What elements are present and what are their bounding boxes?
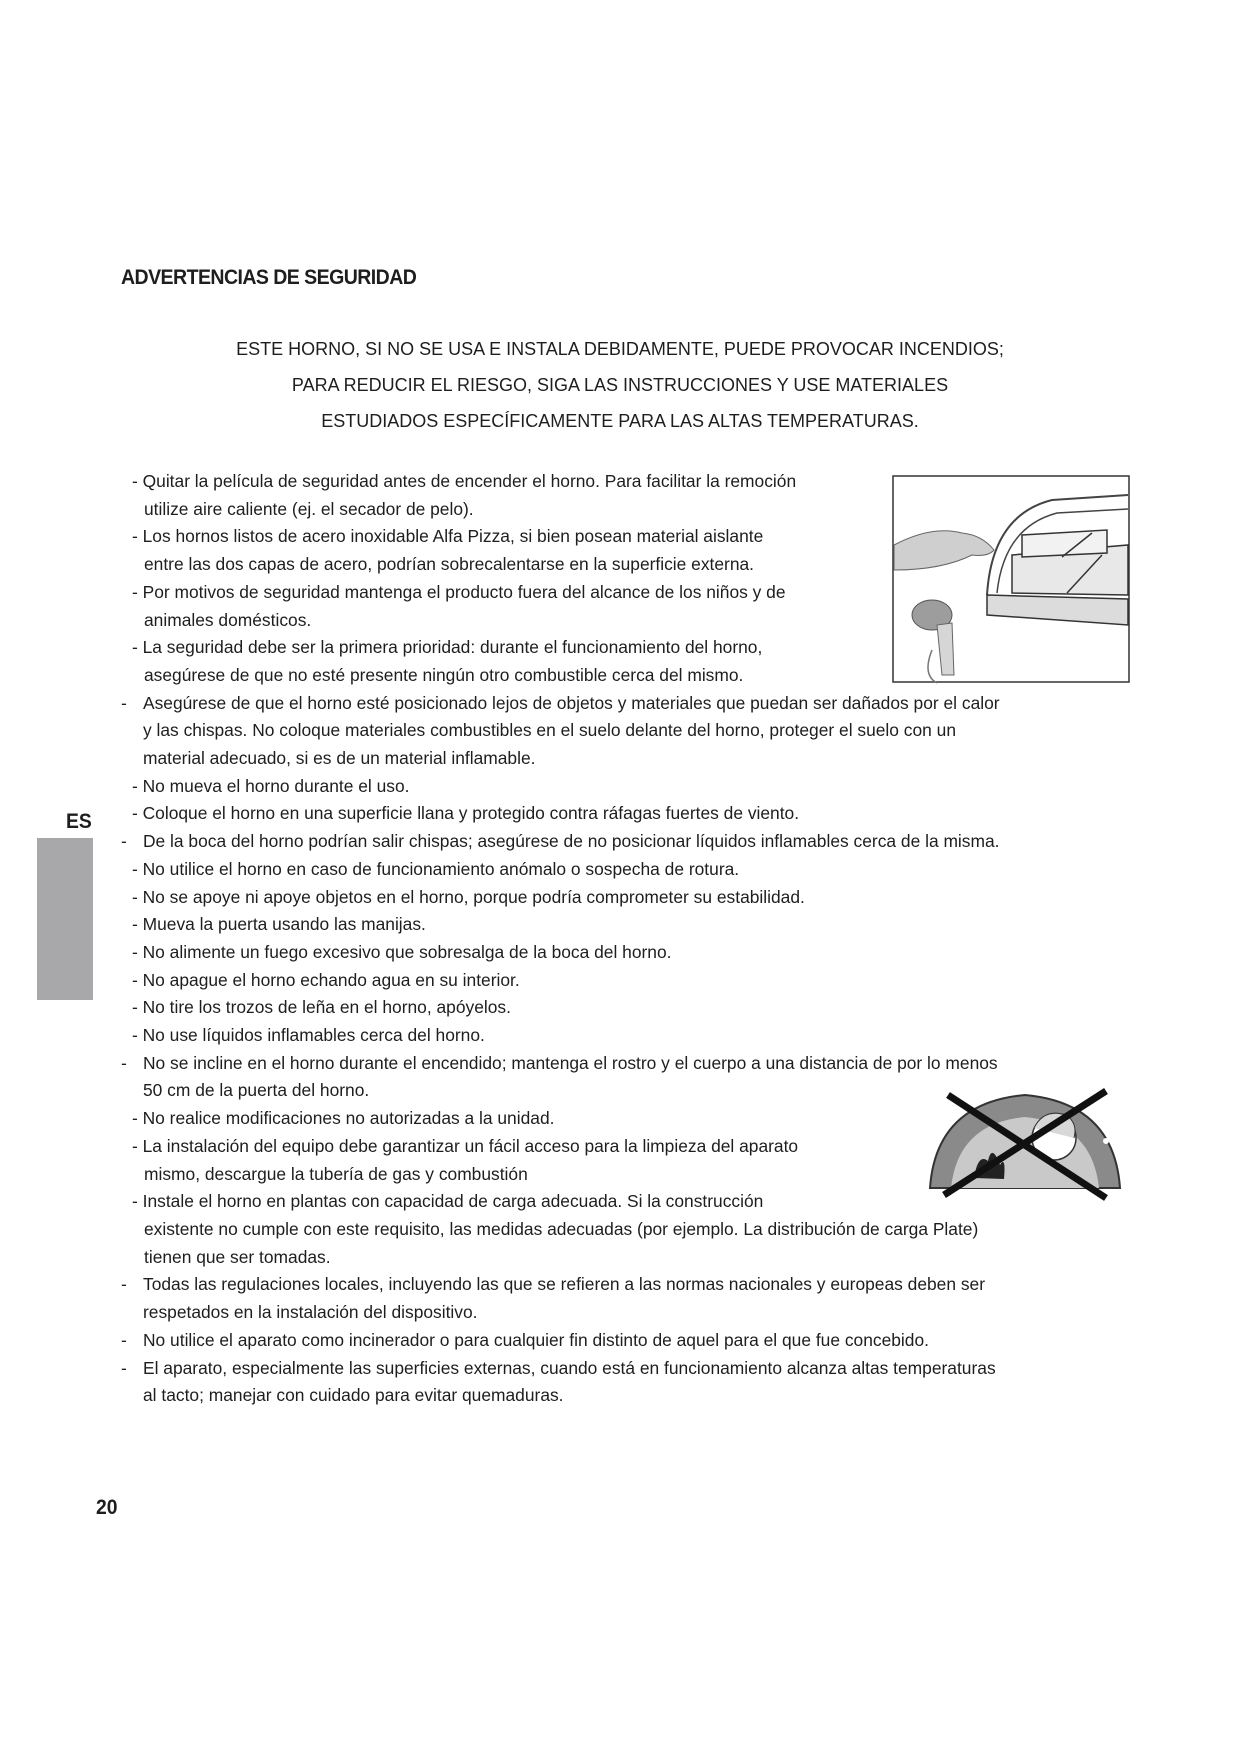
list-item: - No utilice el horno en caso de funcionamiento anómalo o sospecha de rotura. [132, 858, 740, 879]
page-number: 20 [96, 1496, 118, 1519]
list-item: - No se apoye ni apoye objetos en el horno, porque podría comprometer su estabilidad. [132, 886, 805, 907]
list-item: - No alimente un fuego excesivo que sobresalga de la boca del horno. [132, 941, 672, 962]
list-item: - No se incline en el horno durante el encendido; mantenga el rostro y el cuerpo a una distancia de por lo menos 50 cm de la puerta del horno. [121, 1052, 998, 1101]
list-item: - No apague el horno echando agua en su interior. [132, 969, 520, 990]
warning-line-3: ESTUDIADOS ESPECÍFICAMENTE PARA LAS ALTAS TEMPERATURAS. [321, 411, 919, 431]
list-item: - El aparato, especialmente las superficies externas, cuando está en funcionamiento alcanza altas temperaturas al tacto; manejar con cuidado para evitar quemaduras. [121, 1357, 996, 1406]
list-item: - De la boca del horno podrían salir chispas; asegúrese de no posicionar líquidos inflamables cerca de la misma. [121, 831, 1000, 852]
list-item: - Mueva la puerta usando las manijas. [132, 914, 426, 935]
fire-warning-block [200, 331, 1040, 439]
warning-line-1: ESTE HORNO, SI NO SE USA E INSTALA DEBIDAMENTE, PUEDE PROVOCAR INCENDIOS; [236, 339, 1004, 359]
list-item: - No tire los trozos de leña en el horno, apóyelos. [132, 997, 511, 1018]
no-leaning-over-fire-icon [926, 1083, 1124, 1201]
language-tab-bar [37, 838, 93, 1000]
list-item: - La instalación del equipo debe garantizar un fácil acceso para la limpieza del aparato mismo, descargue la tubería de gas y combustión [132, 1135, 799, 1184]
list-item: - No use líquidos inflamables cerca del horno. [132, 1025, 485, 1046]
list-item: - Quitar la película de seguridad antes de encender el horno. Para facilitar la remoción utilize aire caliente (ej. el secador de pelo). [132, 471, 797, 519]
list-item: - Coloque el horno en una superficie llana y protegido contra ráfagas fuertes de viento. [132, 803, 800, 824]
list-item: - No mueva el horno durante el uso. [132, 775, 410, 796]
list-item: - No utilice el aparato como incinerador o para cualquier fin distinto de aquel para el que fue concebido. [121, 1329, 929, 1350]
list-item: - Por motivos de seguridad mantenga el producto fuera del alcance de los niños y de animales domésticos. [132, 581, 786, 630]
language-tab-label: ES [66, 810, 92, 833]
list-item: - Instale el horno en plantas con capacidad de carga adecuada. Si la construcción existente no cumple con este requisito, las medidas adecuadas (por ejemplo. La distribución de carga Plate) tienen que ser tomadas. [132, 1191, 979, 1267]
list-item: - Asegúrese de que el horno esté posicionado lejos de objetos y materiales que puedan ser dañados por el calor y las chispas. No coloque materiales combustibles en el suelo delante del horno, proteger el suelo con un material adecuado, si es de un material inflamable. [121, 692, 1000, 769]
list-item: - Todas las regulaciones locales, incluyendo las que se refieren a las normas nacionales y europeas deben ser respetados en la instalación del dispositivo. [121, 1274, 986, 1323]
list-item: - La seguridad debe ser la primera prioridad: durante el funcionamiento del horno, asegúrese de que no esté presente ningún otro combustible cerca del mismo. [132, 637, 763, 685]
hair-dryer-oven-illustration-icon [892, 475, 1132, 685]
page-title: ADVERTENCIAS DE SEGURIDAD [121, 266, 417, 289]
list-item: - Los hornos listos de acero inoxidable Alfa Pizza, si bien posean material aislante entre las dos capas de acero, podrían sobrecalentarse en la superficie externa. [132, 526, 764, 575]
list-item: - No realice modificaciones no autorizadas a la unidad. [132, 1108, 555, 1129]
warning-line-2: PARA REDUCIR EL RIESGO, SIGA LAS INSTRUCCIONES Y USE MATERIALES [291, 375, 949, 395]
